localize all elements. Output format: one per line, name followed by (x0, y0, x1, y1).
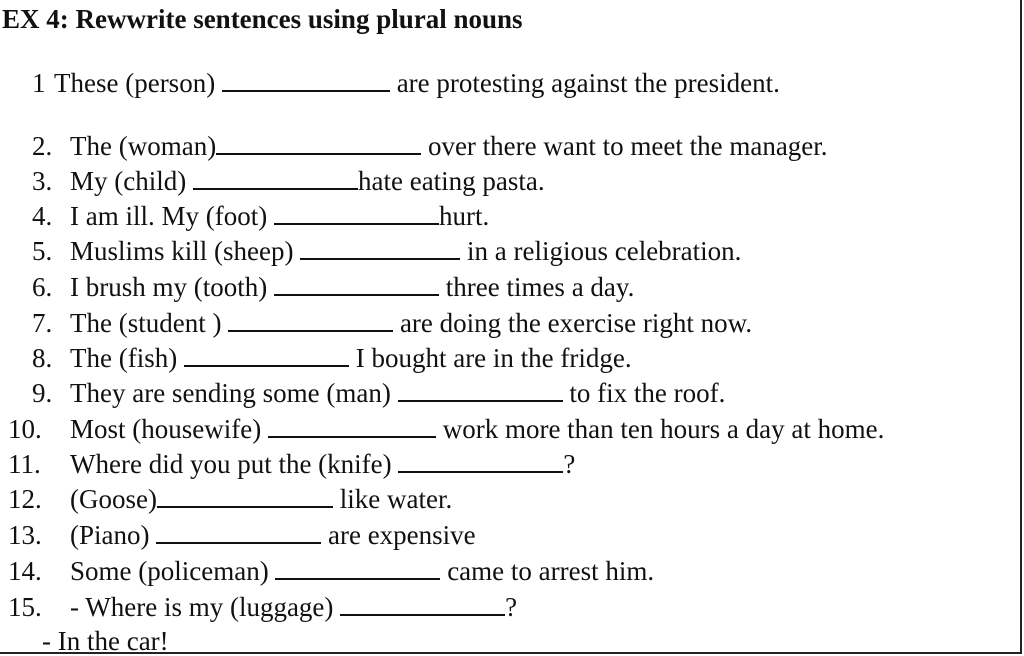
item-text-before: (Piano) (70, 520, 157, 550)
item-text-before: Some (policeman) (70, 556, 276, 586)
item-text-after: in a religious celebration. (460, 236, 742, 266)
item-number: 4. (32, 201, 53, 231)
item-text-after: are expensive (321, 520, 476, 550)
answer-blank[interactable] (398, 449, 563, 473)
item-number: 14. (8, 556, 42, 586)
item-text-before: They are sending some (man) (70, 378, 398, 408)
item-number: 5. (32, 236, 53, 266)
item-number: 7. (32, 308, 53, 338)
item-text-after: I bought are in the fridge. (348, 343, 632, 373)
item-text-after: work more than ten hours a day at home. (435, 414, 885, 444)
item-number: 11. (8, 449, 41, 479)
answer-blank[interactable] (222, 68, 390, 92)
item-number: 3. (32, 166, 53, 196)
item-text-before: The (student ) (70, 308, 229, 338)
item-text-after: ? (505, 592, 518, 622)
answer-blank[interactable] (275, 556, 440, 580)
item-text-after: ? (563, 449, 576, 479)
item-text-before: These (person) (54, 68, 222, 98)
item-text-after: like water. (332, 484, 453, 514)
item-text-after: are protesting against the president. (389, 68, 780, 98)
answer-blank[interactable] (398, 378, 563, 402)
item-number: 9. (32, 378, 53, 408)
item-number: 8. (32, 343, 53, 373)
answer-blank[interactable] (268, 414, 436, 438)
answer-line: - In the car! (42, 626, 169, 656)
item-number: 13. (8, 520, 42, 550)
item-text-before: I brush my (tooth) (70, 272, 274, 302)
item-text-before: Most (housewife) (70, 414, 268, 444)
item-text-before: The (woman) (70, 131, 217, 161)
answer-blank[interactable] (300, 236, 460, 260)
answer-blank[interactable] (193, 166, 358, 190)
item-number: 2. (32, 131, 53, 161)
item-text-before: (Goose) (70, 484, 157, 514)
item-text-before: My (child) (70, 166, 193, 196)
item-text-before: Muslims kill (sheep) (70, 236, 301, 266)
item-number: 10. (8, 414, 42, 444)
item-text-after: over there want to meet the manager. (421, 131, 828, 161)
item-text-before: - Where is my (luggage) (70, 592, 341, 622)
item-number: 12. (8, 484, 42, 514)
answer-blank[interactable] (184, 343, 349, 367)
item-text-after: to fix the roof. (562, 378, 726, 408)
item-text-after: hurt. (438, 201, 490, 231)
answer-blank[interactable] (156, 520, 321, 544)
answer-blank[interactable] (228, 308, 393, 332)
exercise-title: EX 4: Rewwrite sentences using plural nouns (2, 4, 523, 34)
answer-blank[interactable] (274, 272, 439, 296)
item-text-after: hate eating pasta. (357, 166, 545, 196)
item-text-after: three times a day. (438, 272, 635, 302)
item-text-before: I am ill. My (foot) (70, 201, 274, 231)
item-number: 6. (32, 272, 53, 302)
item-number: 1 (32, 68, 46, 98)
answer-blank[interactable] (340, 592, 505, 616)
item-text-after: are doing the exercise right now. (393, 308, 753, 338)
item-text-after: came to arrest him. (440, 556, 655, 586)
answer-blank[interactable] (157, 484, 333, 508)
item-text-before: Where did you put the (knife) (70, 449, 399, 479)
item-text-before: The (fish) (70, 343, 184, 373)
answer-blank[interactable] (216, 131, 421, 155)
item-number: 15. (8, 592, 42, 622)
answer-blank[interactable] (274, 201, 439, 225)
